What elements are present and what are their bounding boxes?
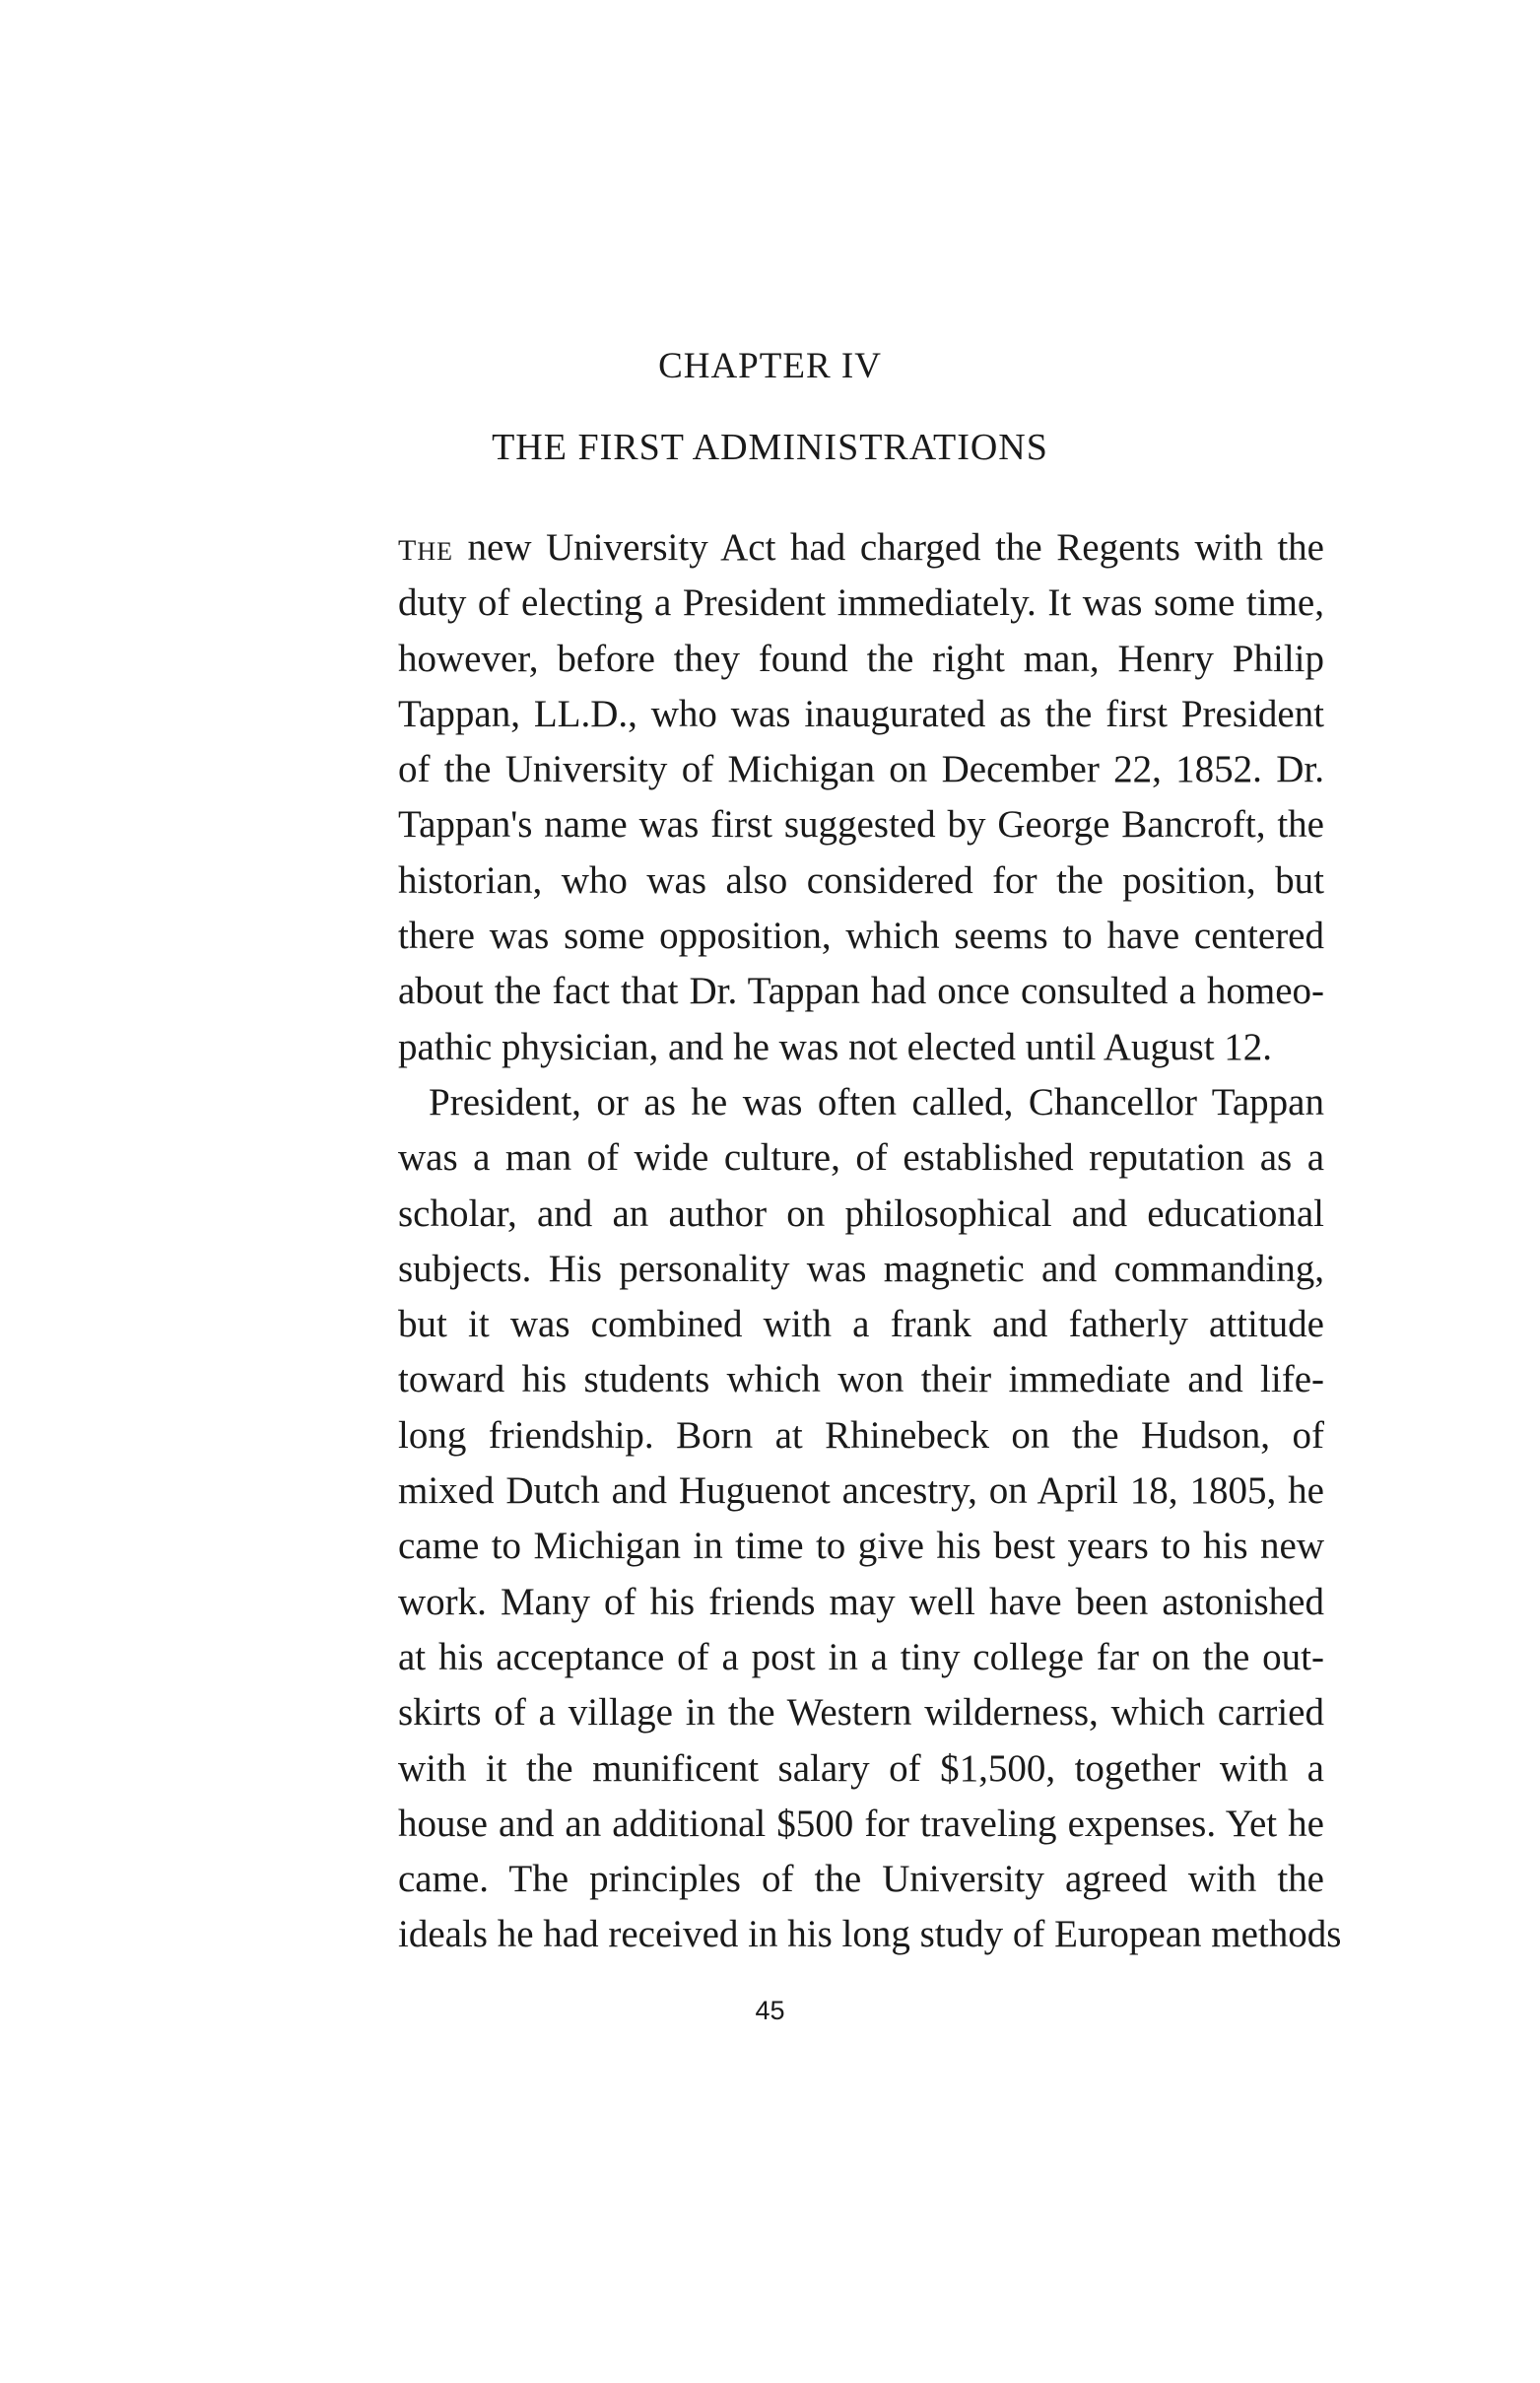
text-line: Tappan, LL.D., who was inaugurated as the first President bbox=[398, 692, 1324, 735]
text-line: with it the munificent salary of $1,500, together with a bbox=[398, 1746, 1324, 1790]
text-line: ideals he had received in his long study of European methods bbox=[398, 1913, 1342, 1956]
line-text: new University Act had charged the Regents with the bbox=[453, 526, 1324, 569]
text-line: subjects. His personality was magnetic and commanding, bbox=[398, 1247, 1324, 1290]
text-line: duty of electing a President immediately. It was some time, bbox=[398, 581, 1324, 625]
text-line: was a man of wide culture, of established reputation as a bbox=[398, 1136, 1324, 1180]
chapter-title: THE FIRST ADMINISTRATIONS bbox=[492, 427, 1048, 468]
text-line: came to Michigan in time to give his best years to his new bbox=[398, 1525, 1324, 1568]
text-line: Tappan's name was first suggested by George Bancroft, the bbox=[398, 803, 1324, 847]
text-line: pathic physician, and he was not elected until August 12. bbox=[398, 1025, 1273, 1068]
text-line: but it was combined with a frank and fatherly attitude bbox=[398, 1303, 1324, 1346]
text-line: President, or as he was often called, Chancellor Tappan bbox=[398, 1080, 1324, 1123]
text-line: about the fact that Dr. Tappan had once consulted a homeo- bbox=[398, 970, 1324, 1013]
chapter-number: CHAPTER IV bbox=[658, 346, 882, 386]
text-line: at his acceptance of a post in a tiny college far on the out- bbox=[398, 1635, 1324, 1678]
text-line: of the University of Michigan on December 22, 1852. Dr. bbox=[398, 748, 1324, 791]
body-text bbox=[398, 520, 1342, 1963]
text-line: scholar, and an author on philosophical and educational bbox=[398, 1192, 1324, 1235]
text-line: however, before they found the right man, Henry Philip bbox=[398, 637, 1324, 680]
page-number: 45 bbox=[755, 1996, 785, 2025]
text-line bbox=[398, 520, 1324, 576]
text-line: historian, who was also considered for the position, but bbox=[398, 858, 1324, 902]
text-line: work. Many of his friends may well have been astonished bbox=[398, 1580, 1324, 1623]
text-line: skirts of a village in the Western wilderness, which carried bbox=[398, 1691, 1324, 1735]
text-line: toward his students which won their immediate and life- bbox=[398, 1358, 1324, 1401]
text-line: there was some opposition, which seems to have centered bbox=[398, 915, 1324, 958]
text-line: long friendship. Born at Rhinebeck on the Hudson, of bbox=[398, 1413, 1324, 1457]
text-line: house and an additional $500 for traveling expenses. Yet he bbox=[398, 1802, 1324, 1845]
text-line: came. The principles of the University agreed with the bbox=[398, 1858, 1324, 1901]
drop-word: THE bbox=[398, 534, 453, 567]
text-line: mixed Dutch and Huguenot ancestry, on April 18, 1805, he bbox=[398, 1469, 1324, 1513]
